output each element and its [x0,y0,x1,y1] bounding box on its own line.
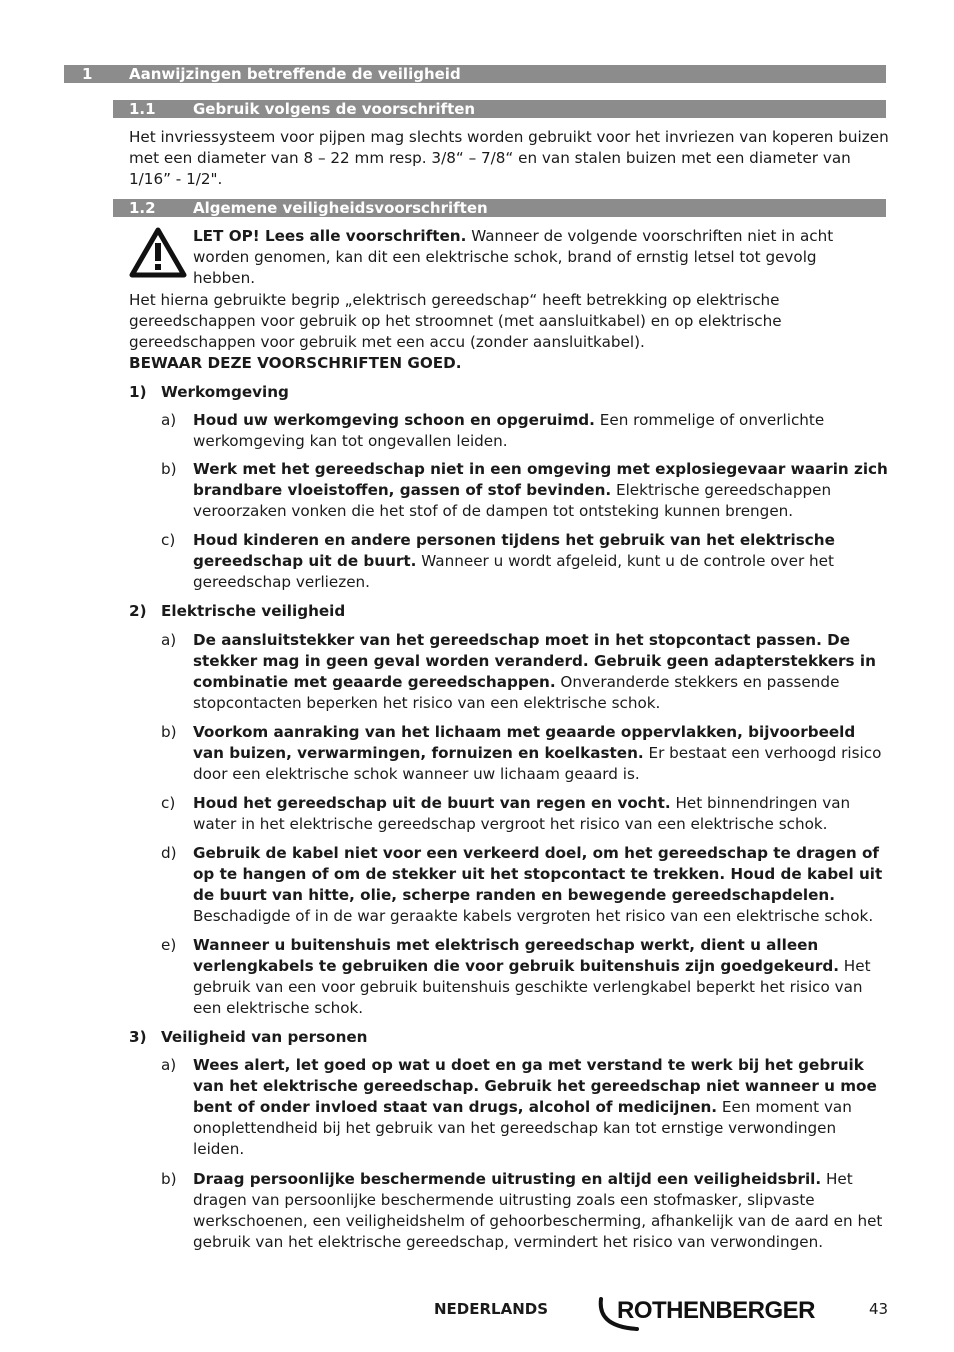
section-number: 1.2 [129,199,156,217]
list-item: a) De aansluitstekker van het gereedschap moet in het stopcontact passen. De stekker mag in geen geval worden veranderd. Gebruik geen adapterstekkers in combinatie met geaarde gereedschappen. Onveranderde stekkers en passende stopcontacten beperken het risico van een elektrische schok. [161,631,876,712]
list-item: c) Houd kinderen en andere personen tijdens het gebruik van het elektrische gereedschap uit de buurt. Wanneer u wordt afgeleid, kunt u de controle over het gereedschap verliezen. [161,531,835,591]
group-heading-werkomgeving: 1) Werkomgeving [129,383,289,401]
list-item: a) Houd uw werkomgeving schoon en opgeruimd. Een rommelige of onverlichte werkomgeving kan tot ongevallen leiden. [161,411,825,450]
list-item: b) Draag persoonlijke beschermende uitrusting en altijd een veiligheidsbril. Het dragen van persoonlijke beschermende uitrusting zoals een stofmasker, slipvaste werkschoenen, een veiligheidshelm of gehoorbescherming, afhankelijk van de aard en het gebruik van het elektrische gereedschap, vermindert het risico van verwondingen. [161,1170,883,1251]
section-title: Gebruik volgens de voorschriften [193,100,476,118]
list-item: e) Wanneer u buitenshuis met elektrisch gereedschap werkt, dient u alleen verlengkabels te gebruiken die voor gebruik buitenshuis zijn goedgekeurd. Het gebruik van een voor gebruik buitenshuis geschikte verlengkabel beperkt het risico van een elektrische schok. [161,936,871,1017]
warning-bold: LET OP! Lees alle voorschriften. [193,227,467,245]
warning-paragraph [193,226,883,289]
group-heading-elektrische-veiligheid: 2) Elektrische veiligheid [129,602,346,620]
list-item: b) Voorkom aanraking van het lichaam met geaarde oppervlakken, bijvoorbeeld van buizen, verwarmingen, fornuizen en koelkasten. Er bestaat een verhoogd risico door een elektrische schok wanneer uw lichaam geaard is. [161,723,882,783]
section-number: 1.1 [129,100,156,118]
section-title: Algemene veiligheidsvoorschriften [193,199,488,217]
section-title: Aanwijzingen betreffende de veiligheid [129,65,461,83]
list-item: b) Werk met het gereedschap niet in een omgeving met explosiegevaar waarin zich brandbare vloeistoffen, gassen of stof bevinden. Elektrische gereedschappen veroorzaken vonken die het stof of de dampen tot ontsteking kunnen brengen. [161,460,888,520]
section-1-1-heading [113,100,886,118]
intro-paragraph: Het invriessysteem voor pijpen mag slechts worden gebruikt voor het invriezen van koperen buizen met een diameter van 8 – 22 mm resp. 3/8“ – 7/8“ en van stalen buizen met een diameter van 1/16” - 1/2". [129,128,889,188]
list-item: d) Gebruik de kabel niet voor een verkeerd doel, om het gereedschap te dragen of op te hangen of om de stekker uit het stopcontact te trekken. Houd de kabel uit de buurt van hitte, olie, scherpe randen en bewegende gereedschapdelen. Beschadigde of in de war geraakte kabels vergroten het risico van een elektrische schok. [161,844,883,925]
page-number: 43 [869,1300,889,1318]
section-number: 1 [82,65,93,83]
term-paragraph: Het hierna gebruikte begrip „elektrisch gereedschap“ heeft betrekking op elektrische gereedschappen voor gebruik op het stroomnet (met aansluitkabel) en op elektrische gereedschappen voor gebruik met een accu (zonder aansluitkabel). [129,291,782,351]
section-1-heading [64,65,886,83]
keep-instructions: BEWAAR DEZE VOORSCHRIFTEN GOED. [129,354,462,372]
section-1-2-heading [113,199,886,217]
warning-triangle-icon [129,226,187,278]
footer-language: NEDERLANDS [434,1300,549,1318]
svg-text:ROTHENBERGER: ROTHENBERGER [617,1297,816,1324]
warning-text: Wanneer de volgende voorschriften niet in acht worden genomen, kan dit een elektrische schok, brand of ernstig letsel tot gevolg hebben. [193,227,834,287]
list-item: a) Wees alert, let goed op wat u doet en ga met verstand te werk bij het gebruik van het elektrische gereedschap. Gebruik het gereedschap niet wanneer u moe bent of onder invloed staat van drugs, alcohol of medicijnen. Een moment van onoplettendheid bij het gebruik van het gereedschap kan tot ernstige verwondingen leiden. [161,1056,877,1158]
group-heading-veiligheid-van-personen: 3) Veiligheid van personen [129,1028,368,1046]
rothenberger-logo [597,1293,837,1333]
list-item: c) Houd het gereedschap uit de buurt van regen en vocht. Het binnendringen van water in het elektrische gereedschap vergroot het risico van een elektrische schok. [161,794,851,833]
